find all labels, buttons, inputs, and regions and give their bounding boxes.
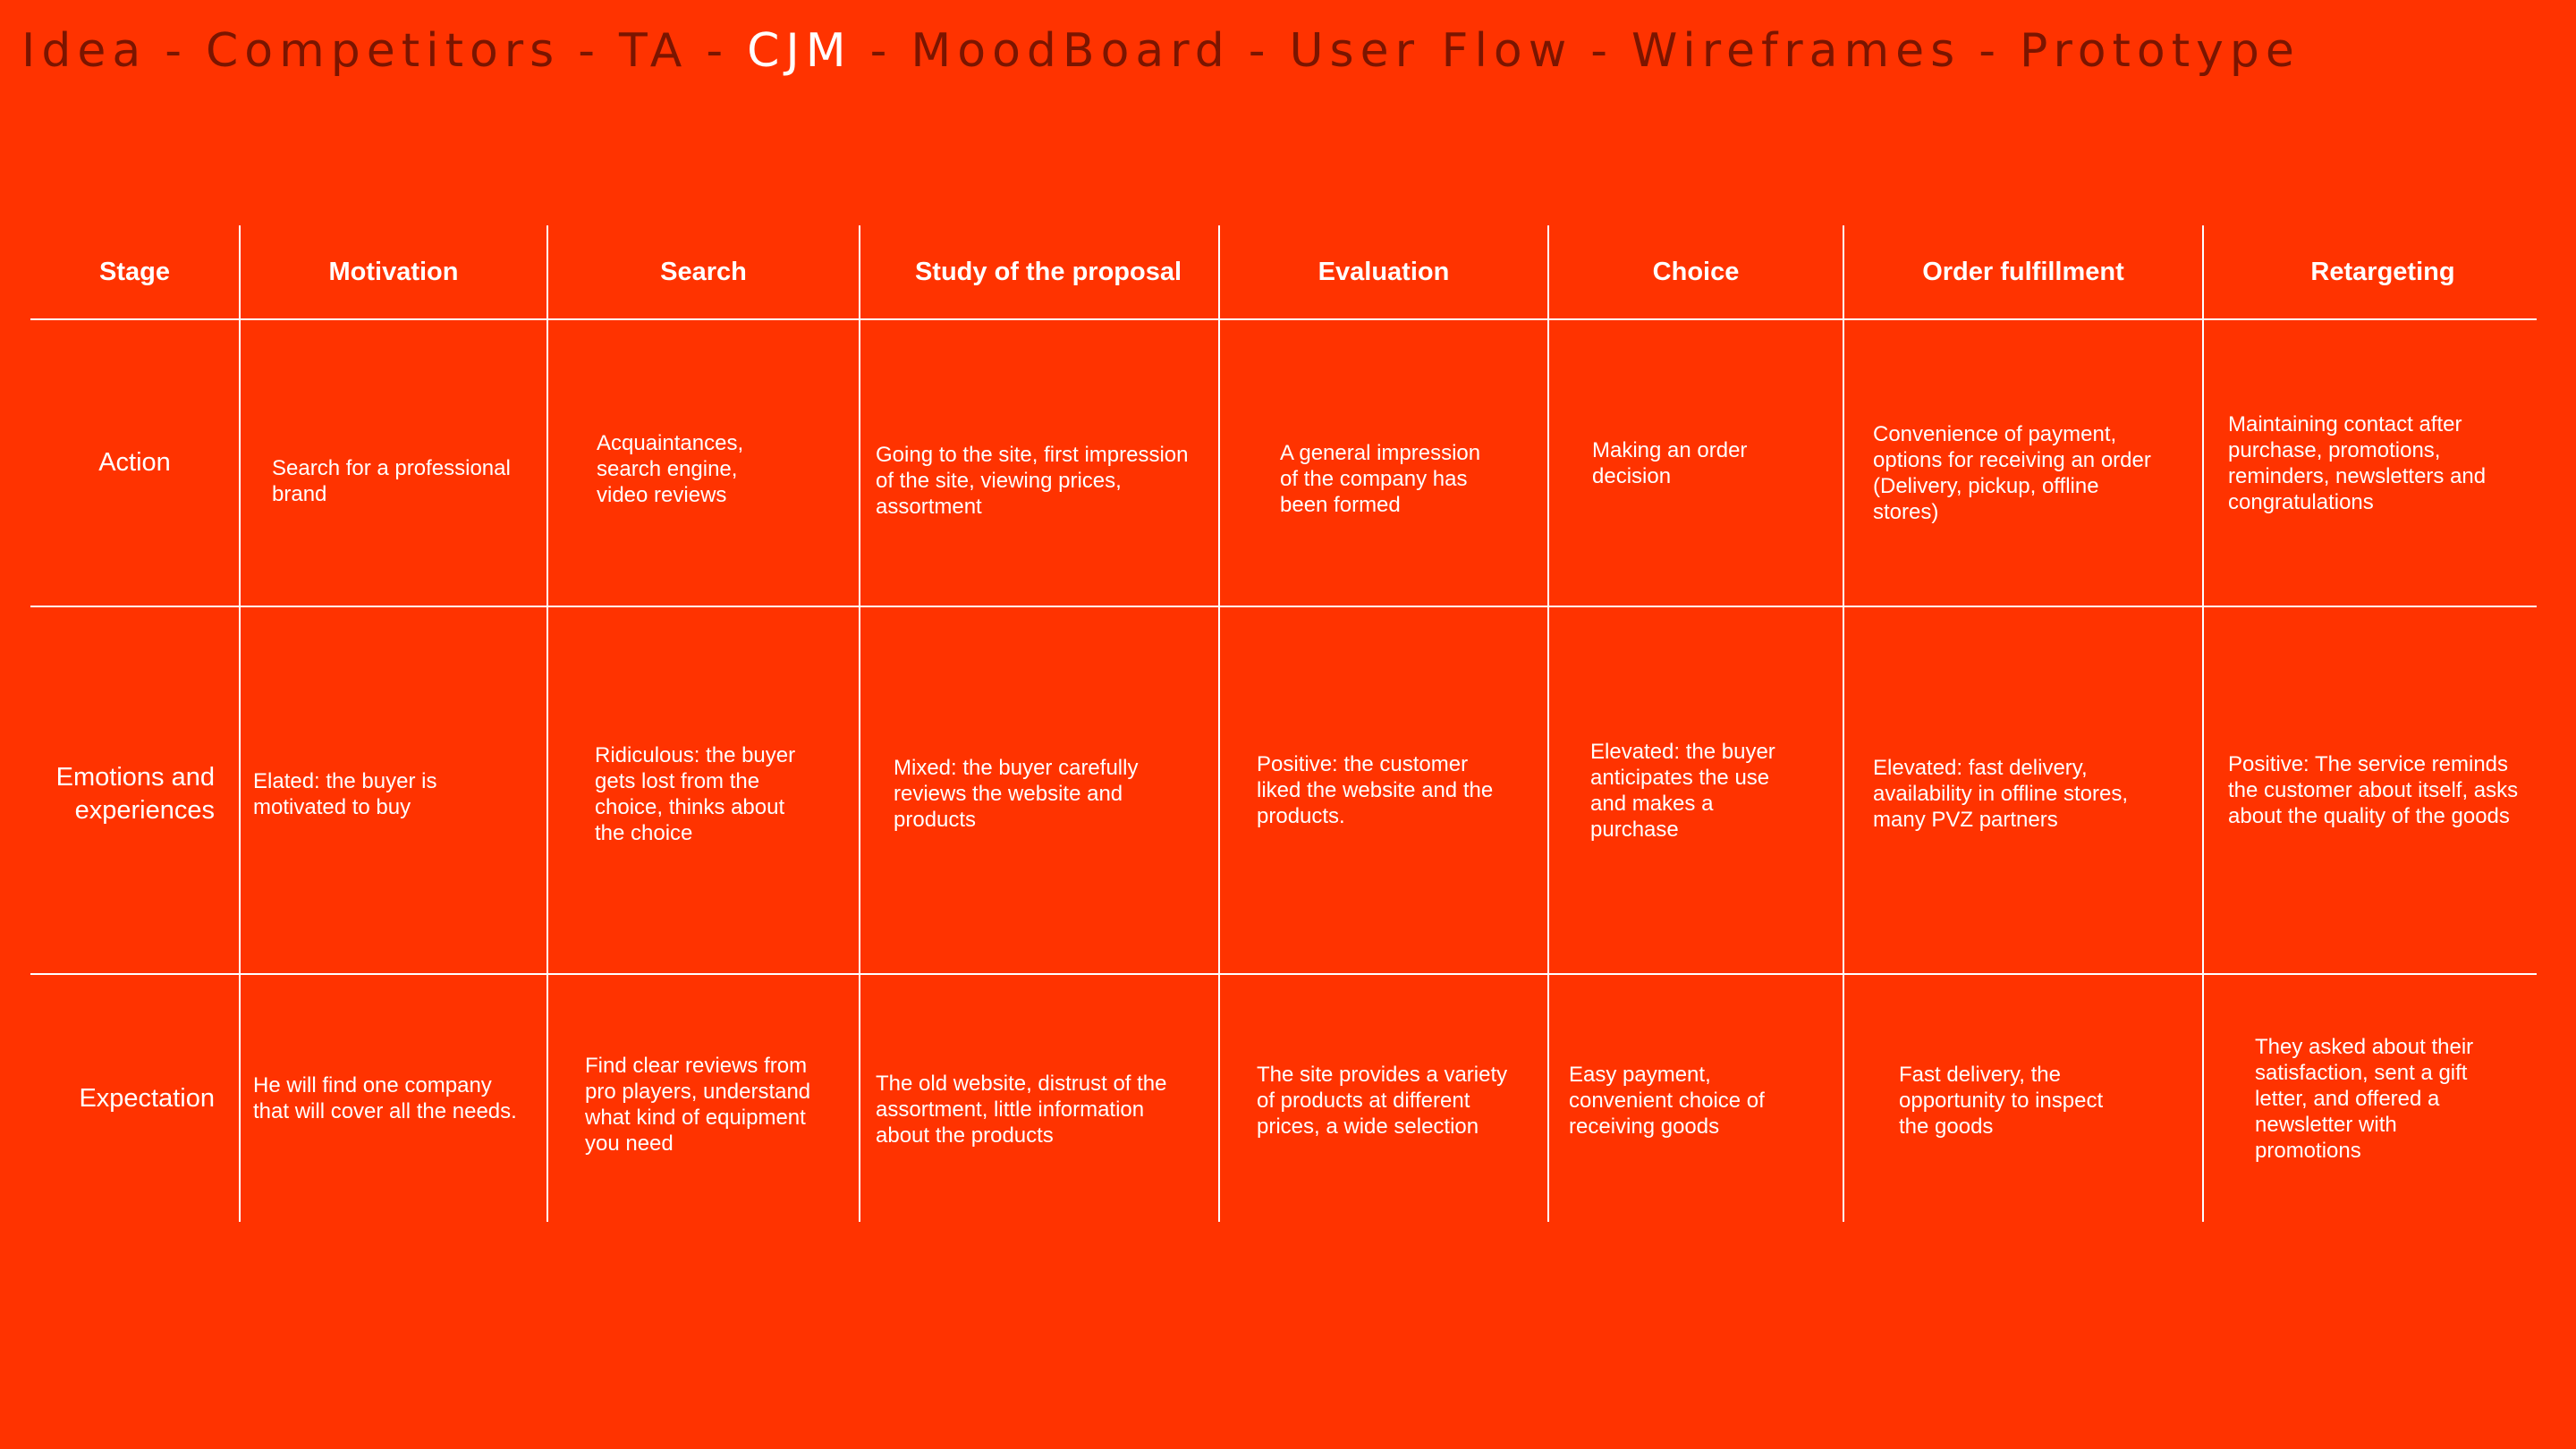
step-separator: - — [706, 24, 730, 78]
step-competitors: Competitors — [205, 24, 561, 78]
step-prototype: Prototype — [2020, 24, 2301, 78]
step-separator: - — [1590, 24, 1614, 78]
step-moodboard: MoodBoard — [911, 24, 1231, 78]
table-cell: Ridiculous: the buyer gets lost from the choice, thinks about the choice — [595, 742, 796, 845]
table-cell: Convenience of payment, options for receiving an order (Delivery, pickup, offline stores) — [1873, 421, 2151, 524]
table-cell: He will find one company that will cover all the needs. — [253, 1073, 517, 1123]
table-cell: Going to the site, first impression of the site, viewing prices, assortment — [876, 443, 1189, 519]
table-cell: Fast delivery, the opportunity to inspect the goods — [1899, 1062, 2104, 1139]
column-header-order-fulfillment: Order fulfillment — [1922, 257, 2124, 286]
column-divider — [547, 225, 548, 1222]
table-cell: Search for a professional brand — [272, 455, 511, 506]
step-separator: - — [578, 24, 602, 78]
table-cell: Positive: The service reminds the customer about itself, asks about the quality of the goods — [2228, 752, 2519, 828]
column-divider — [1547, 225, 1549, 1222]
table-cell: A general impression of the company has been formed — [1280, 441, 1481, 517]
row-label-action: Action — [98, 448, 171, 477]
row-label-expectation: Expectation — [79, 1083, 215, 1113]
column-divider — [859, 225, 860, 1222]
table-cell: Elated: the buyer is motivated to buy — [253, 768, 437, 819]
table-cell: The old website, distrust of the assortment, little information about the products — [876, 1071, 1167, 1148]
step-wireframes: Wireframes — [1631, 24, 1962, 78]
table-cell: Elevated: fast delivery, availability in offline stores, many PVZ partners — [1873, 756, 2129, 832]
column-header-choice: Choice — [1652, 257, 1740, 286]
step-separator: - — [1248, 24, 1272, 78]
table-cell: Acquaintances, search engine, video reviews — [597, 431, 744, 507]
step-idea: Idea — [21, 24, 148, 78]
step-separator: - — [165, 24, 188, 78]
column-header-study-of-the-proposal: Study of the proposal — [914, 257, 1182, 286]
table-cell: Easy payment, convenient choice of receiving goods — [1569, 1062, 1765, 1139]
table-cell: Positive: the customer liked the website and the products. — [1257, 752, 1494, 828]
table-cell: Elevated: the buyer anticipates the use and makes a purchase — [1590, 739, 1775, 842]
step-separator: - — [869, 24, 894, 78]
row-label-emotions-and-experiences: Emotions and experiences — [55, 762, 215, 825]
table-cell: The site provides a variety of products at different prices, a wide selection — [1257, 1062, 1508, 1139]
step-separator: - — [1979, 24, 2003, 78]
column-header-evaluation: Evaluation — [1318, 257, 1450, 286]
column-header-retargeting: Retargeting — [2310, 257, 2455, 286]
column-header-search: Search — [660, 257, 747, 286]
step-ta: TA — [619, 24, 689, 78]
column-divider — [2202, 225, 2204, 1222]
column-header-motivation: Motivation — [328, 257, 459, 286]
step-user-flow: User Flow — [1289, 24, 1573, 78]
table-cell: Maintaining contact after purchase, promotions, reminders, newsletters and congratulations — [2228, 411, 2487, 514]
stage-header: Stage — [99, 257, 170, 286]
column-divider — [1218, 225, 1220, 1222]
table-cell: They asked about their satisfaction, sent a gift letter, and offered a newsletter with promotions — [2255, 1034, 2474, 1163]
table-cell: Find clear reviews from pro players, understand what kind of equipment you need — [585, 1054, 811, 1156]
step-cjm-active: CJM — [747, 24, 852, 78]
column-divider — [1843, 225, 1844, 1222]
table-cell: Making an order decision — [1592, 437, 1748, 488]
column-divider — [239, 225, 241, 1222]
table-cell: Mixed: the buyer carefully reviews the website and products — [894, 756, 1139, 832]
